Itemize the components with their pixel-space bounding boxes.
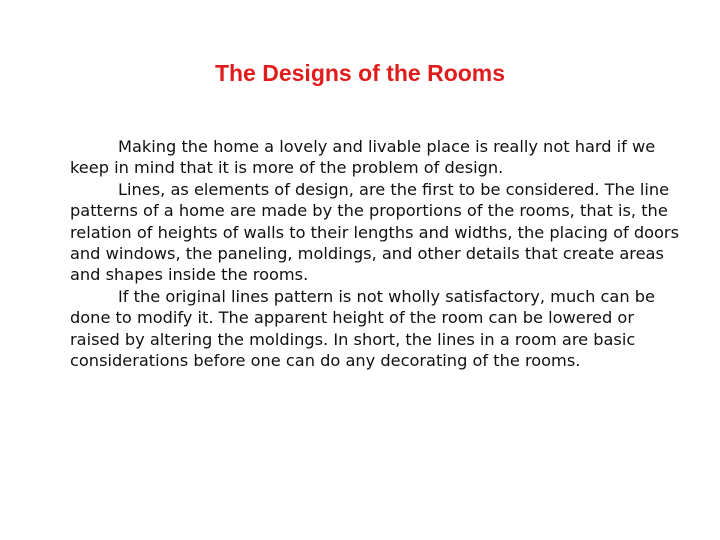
paragraph-modify-lines: If the original lines pattern is not wholly satisfactory, much can be done to modify it. The apparent height of the room can be lowered or raised by altering the moldings. In short, the lines in a room are basic considerations before one can do any decorating of the rooms. — [70, 286, 655, 371]
paragraph-lines: Lines, as elements of design, are the first to be considered. The line patterns of a home are made by the proportions of the rooms, that is, the relation of heights of walls to their lengths and widths, the placing of doors and windows, the paneling, moldings, and other details that create areas and shapes inside the rooms. — [70, 179, 680, 285]
slide-title: The Designs of the Rooms — [214, 60, 506, 86]
paragraph-design-intro: Making the home a lovely and livable place is really not hard if we keep in mind that it is more of the problem of design. — [70, 137, 656, 178]
slide-body — [70, 136, 682, 371]
